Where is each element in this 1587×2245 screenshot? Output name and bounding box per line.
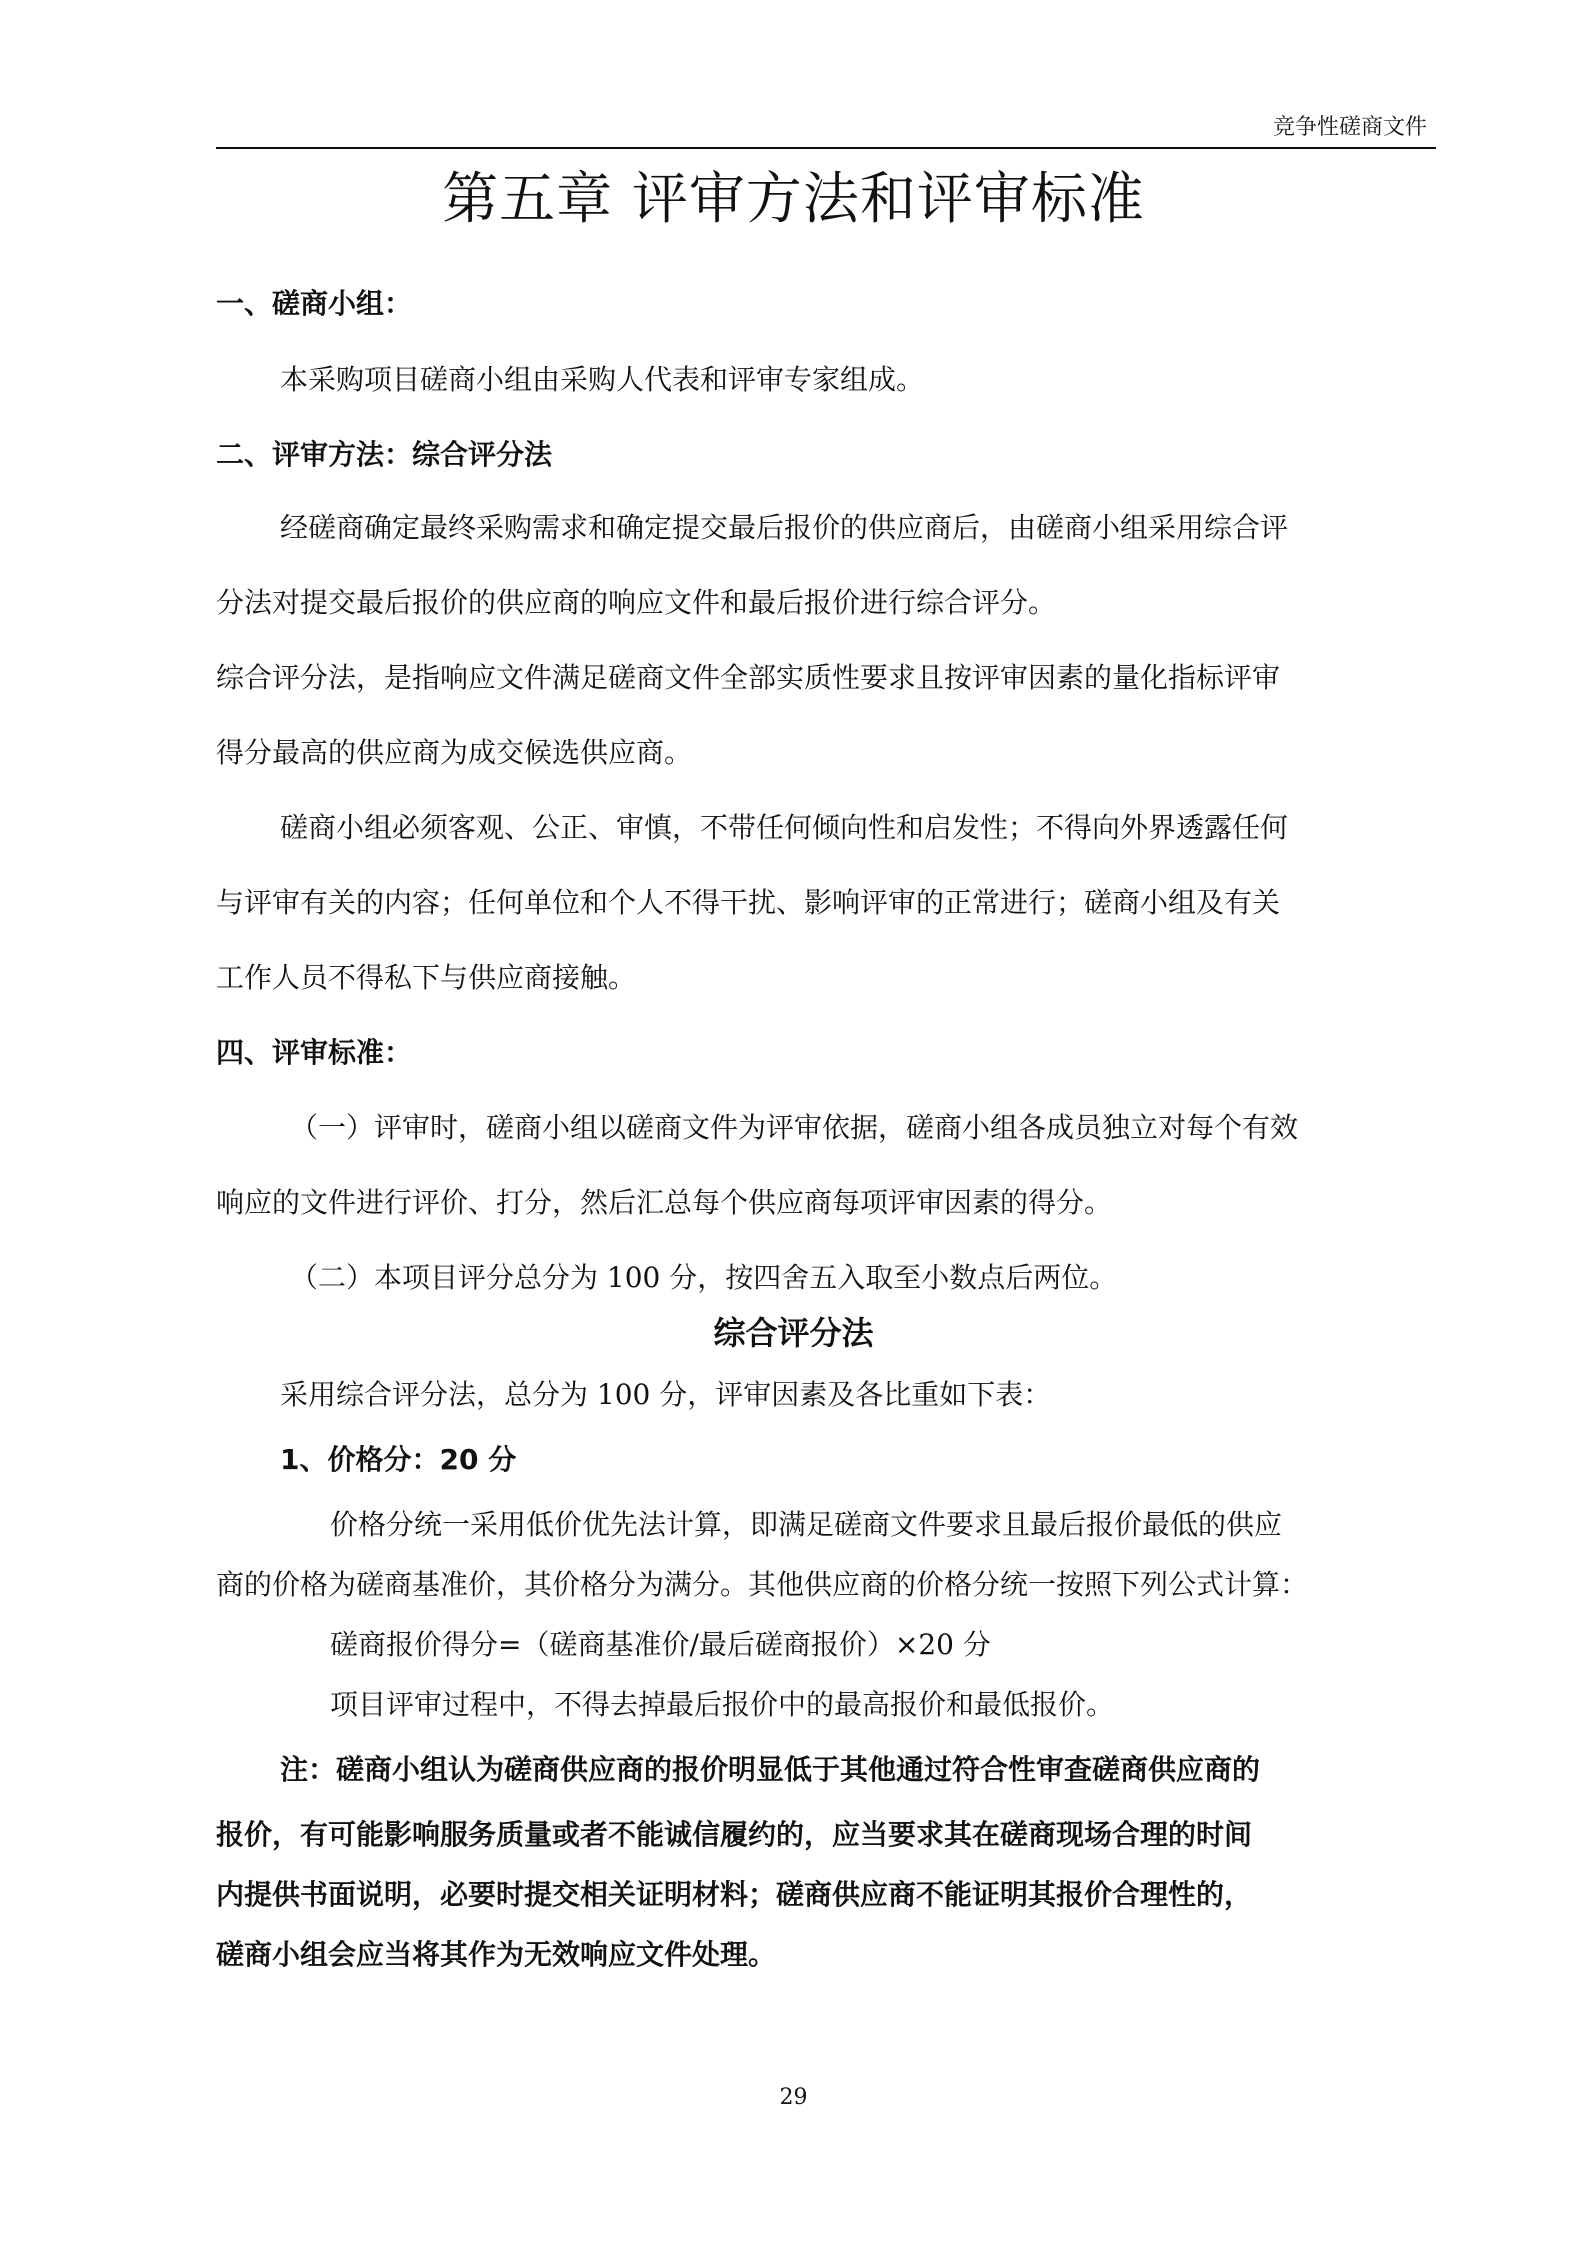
- page-number: 29: [779, 2085, 808, 2110]
- header-rule: [216, 147, 1436, 149]
- section4-item1-line1: （一）评审时，磋商小组以磋商文件为评审依据，磋商小组各成员独立对每个有效: [290, 1111, 1299, 1144]
- price-rule-line2: 商的价格为磋商基准价，其价格分为满分。其他供应商的价格分统一按照下列公式计算：: [216, 1568, 1309, 1601]
- section4-item2: （二）本项目评分总分为 100 分，按四舍五入取至小数点后两位。: [290, 1261, 1118, 1294]
- price-formula: 磋商报价得分=（磋商基准价/最后磋商报价）×20 分: [330, 1628, 991, 1661]
- section-heading-4: 四、评审标准：: [216, 1036, 413, 1069]
- note-line2: 报价，有可能影响服务质量或者不能诚信履约的，应当要求其在磋商现场合理的时间: [216, 1818, 1253, 1851]
- section2-para3-line1: 磋商小组必须客观、公正、审慎，不带任何倾向性和启发性；不得向外界透露任何: [280, 811, 1289, 844]
- section2-para1-line2: 分法对提交最后报价的供应商的响应文件和最后报价进行综合评分。: [216, 586, 1057, 619]
- chapter-title: 第五章 评审方法和评审标准: [442, 167, 1145, 232]
- section2-para3-line2: 与评审有关的内容；任何单位和个人不得干扰、影响评审的正常进行；磋商小组及有关: [216, 886, 1281, 919]
- section2-para2-line2: 得分最高的供应商为成交候选供应商。: [216, 736, 693, 769]
- note-line1: 注：磋商小组认为磋商供应商的报价明显低于其他通过符合性审查磋商供应商的: [280, 1753, 1261, 1786]
- section2-para3-line3: 工作人员不得私下与供应商接触。: [216, 961, 637, 994]
- note-line4: 磋商小组会应当将其作为无效响应文件处理。: [216, 1938, 777, 1971]
- scoring-intro: 采用综合评分法，总分为 100 分，评审因素及各比重如下表：: [280, 1378, 1052, 1411]
- price-no-remove: 项目评审过程中，不得去掉最后报价中的最高报价和最低报价。: [330, 1688, 1115, 1721]
- section4-item1-line2: 响应的文件进行评价、打分，然后汇总每个供应商每项评审因素的得分。: [216, 1186, 1113, 1219]
- section2-para2-line1: 综合评分法，是指响应文件满足磋商文件全部实质性要求且按评审因素的量化指标评审: [216, 661, 1281, 694]
- section-heading-2: 二、评审方法：综合评分法: [216, 438, 553, 471]
- price-rule-line1: 价格分统一采用低价优先法计算，即满足磋商文件要求且最后报价最低的供应: [330, 1508, 1283, 1541]
- scoring-title: 综合评分法: [713, 1314, 874, 1352]
- header-doc-type: 竞争性磋商文件: [1272, 115, 1427, 140]
- section2-para1-line1: 经磋商确定最终采购需求和确定提交最后报价的供应商后，由磋商小组采用综合评: [280, 511, 1289, 544]
- price-score-heading: 1、价格分：20 分: [280, 1443, 517, 1476]
- section1-paragraph: 本采购项目磋商小组由采购人代表和评审专家组成。: [280, 363, 925, 396]
- note-line3: 内提供书面说明，必要时提交相关证明材料；磋商供应商不能证明其报价合理性的，: [216, 1878, 1253, 1911]
- section-heading-1: 一、磋商小组：: [216, 287, 413, 320]
